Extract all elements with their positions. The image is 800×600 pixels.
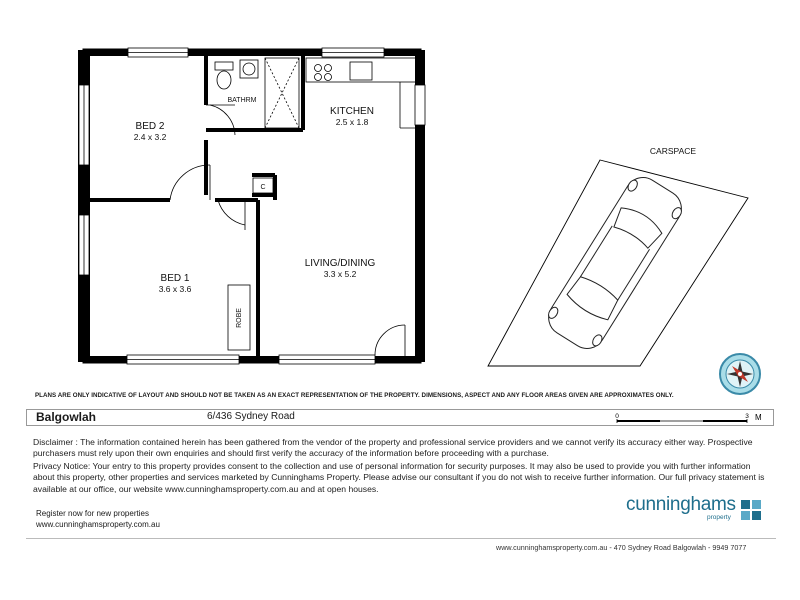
disclaimer-text: Disclaimer : The information contained herein has been gathered from the vendor of the property and professional service providers and we cannot verify its accuracy either way. Prospective purchasers must rely upon their own enquiries and should first verify the accuracy of the information before proceeding with a purchase.: [33, 437, 753, 459]
interior-walls: [84, 55, 303, 362]
suburb-label: Balgowlah: [36, 410, 97, 424]
scale-unit-label: M: [755, 413, 762, 422]
register-block: [36, 508, 160, 530]
scale-bar: [612, 410, 772, 426]
carspace-label: CARSPACE: [649, 146, 697, 156]
windows: [79, 48, 425, 364]
footer-divider: [26, 538, 776, 539]
footer-contact: www.cunninghamsproperty.com.au - 470 Sydney Road Balgowlah - 9949 7077: [496, 543, 747, 552]
register-link[interactable]: www.cunninghamsproperty.com.au: [36, 520, 160, 529]
scale-start-label: 0: [615, 413, 619, 420]
scale-end-label: 3: [745, 413, 749, 420]
register-text: Register now for new properties: [36, 509, 149, 518]
room-label-bed2: BED 2: [135, 121, 165, 132]
room-dims-living: 3.3 x 5.2: [323, 269, 357, 279]
room-dims-bed2: 2.4 x 3.2: [133, 132, 167, 142]
robe-label: ROBE: [236, 308, 243, 328]
plan-disclaimer: PLANS ARE ONLY INDICATIVE OF LAYOUT AND SHOULD NOT BE TAKEN AS AN EXACT REPRESENTATION OF THE PROPERTY. DIMENSIONS, ASPECT AND ANY FLOOR AREAS GIVEN ARE APPROXIMATES ONLY.: [35, 392, 674, 399]
cupboard-label: C: [260, 184, 266, 191]
logo-icon: [741, 500, 761, 520]
logo-name: cunninghams: [626, 494, 736, 515]
room-dims-bed1: 3.6 x 3.6: [158, 284, 192, 294]
room-dims-kitchen: 2.5 x 1.8: [335, 117, 369, 127]
privacy-notice: Privacy Notice: Your entry to this property provides consent to the collection and use of personal information for security purposes. It may also be used to provide you with further information about this property, other properties and services marketed by Cunninghams Property. Please advise our consultant if you do not wish to receive further information. Our full privacy statement is available at our office, our website www.cunninghamsproperty.com.au and at open houses.: [33, 461, 765, 494]
logo-sub: property: [707, 514, 731, 521]
car-icon: [542, 171, 688, 355]
room-label-bed1: BED 1: [160, 273, 190, 284]
address-label: 6/436 Sydney Road: [207, 411, 295, 422]
room-label-kitchen: KITCHEN: [330, 106, 374, 117]
room-label-living: LIVING/DINING: [304, 258, 376, 269]
bathroom-fixtures: [215, 58, 299, 128]
compass-icon: [720, 354, 760, 394]
bathroom-label: BATHRM: [227, 97, 257, 104]
